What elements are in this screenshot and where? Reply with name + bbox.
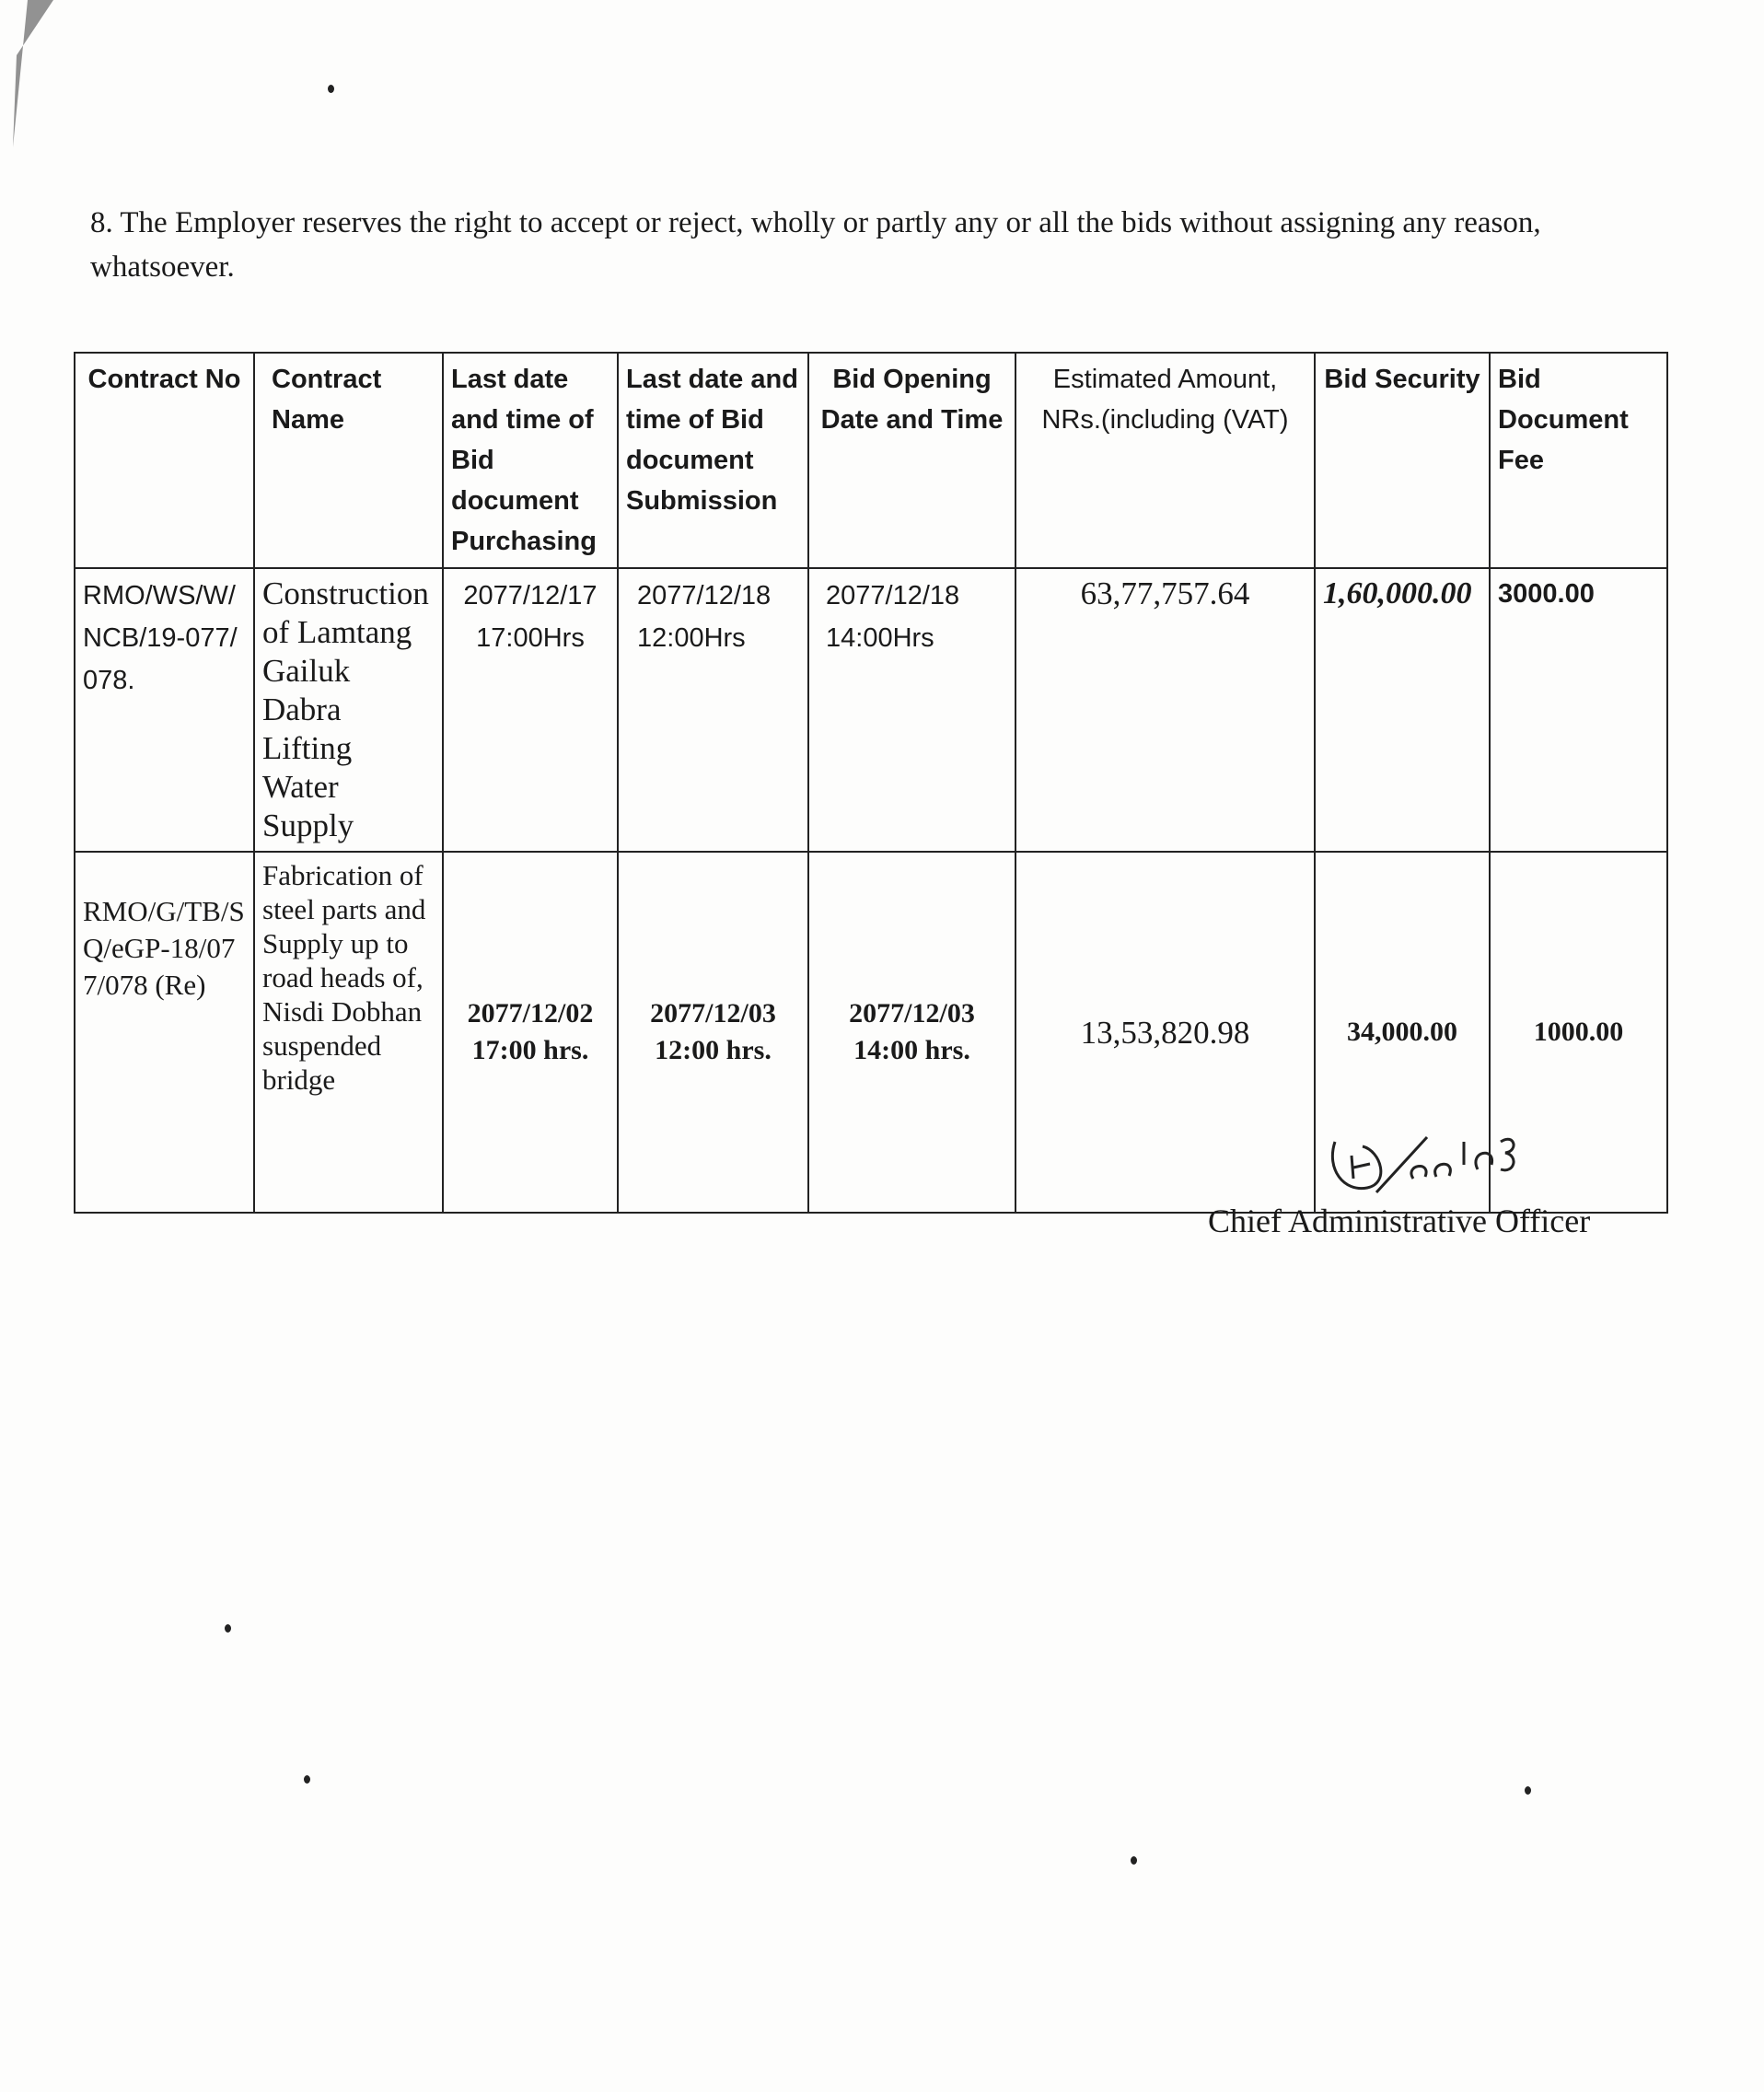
submission-date: 2077/12/18 <box>637 581 772 610</box>
purchase-date-cell <box>443 852 618 1213</box>
contract-no-cell: RMO/G/TB/SQ/eGP-18/077/078 (Re) <box>75 852 254 1213</box>
opening-time: 14:00 hrs. <box>853 1035 970 1065</box>
estimated-amount-cell: 13,53,820.98 <box>1015 852 1315 1213</box>
scan-speck <box>304 1775 310 1784</box>
header-estimated-amount: Estimated Amount, NRs.(including (VAT) <box>1015 353 1315 568</box>
purchase-time: 17:00Hrs <box>476 623 585 653</box>
clause-8: 8. The Employer reserves the right to accept or reject, wholly or partly any or all the bids without assigning any reason, whatsoever. <box>90 206 1541 284</box>
purchase-time: 17:00 hrs. <box>471 1035 589 1065</box>
opening-time: 14:00Hrs <box>826 623 934 653</box>
header-contract-no: Contract No <box>75 353 254 568</box>
signatory-designation: Chief Administrative Officer <box>1208 1203 1591 1239</box>
document-fee-cell: 1000.00 <box>1490 852 1667 1213</box>
submission-date: 2077/12/03 <box>650 998 776 1029</box>
header-submission-date: Last date and time of Bid document Submission <box>618 353 808 568</box>
contract-no-cell: RMO/WS/W/NCB/19-077/078. <box>75 568 254 852</box>
bid-table <box>74 352 1668 1214</box>
purchase-date: 2077/12/17 <box>463 581 598 610</box>
submission-time: 12:00 hrs. <box>655 1035 772 1065</box>
document-fee-cell: 3000.00 <box>1490 568 1667 852</box>
submission-date-cell <box>618 568 808 852</box>
scan-speck <box>328 85 334 93</box>
header-bid-security: Bid Security <box>1315 353 1490 568</box>
table-row <box>75 568 1667 852</box>
opening-date: 2077/12/03 <box>849 998 975 1029</box>
handwritten-signature <box>1326 1123 1547 1206</box>
estimated-amount-cell: 63,77,757.64 <box>1015 568 1315 852</box>
submission-date-cell <box>618 852 808 1213</box>
submission-time: 12:00Hrs <box>637 623 746 653</box>
header-document-fee: Bid Document Fee <box>1490 353 1667 568</box>
contract-name-cell: Construction of Lamtang Gailuk Dabra Lifting Water Supply <box>254 568 443 852</box>
table-header-row <box>75 353 1667 568</box>
purchase-date-cell <box>443 568 618 852</box>
scan-speck <box>1131 1856 1137 1865</box>
opening-date-cell <box>808 568 1015 852</box>
header-opening-date: Bid Opening Date and Time <box>808 353 1015 568</box>
opening-date: 2077/12/18 <box>826 581 960 610</box>
bid-security-cell: 1,60,000.00 <box>1315 568 1490 852</box>
opening-date-cell <box>808 852 1015 1213</box>
scan-speck <box>225 1624 231 1633</box>
bid-security-cell: 34,000.00 <box>1315 852 1490 1213</box>
header-purchase-date: Last date and time of Bid document Purchasing <box>443 353 618 568</box>
header-contract-name: Contract Name <box>254 353 443 568</box>
scan-speck <box>1525 1786 1531 1795</box>
contract-name-cell: Fabrication of steel parts and Supply up to road heads of, Nisdi Dobhan suspended bridge <box>254 852 443 1213</box>
page-edge-shadow <box>0 0 55 157</box>
purchase-date: 2077/12/02 <box>467 998 594 1029</box>
